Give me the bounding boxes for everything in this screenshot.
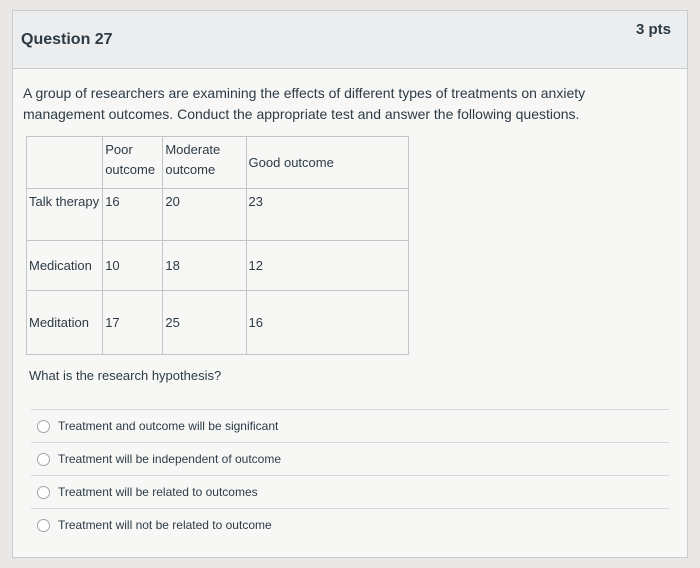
row-label: Talk therapy	[27, 189, 103, 241]
table-row	[27, 291, 409, 355]
table-cell: 25	[163, 291, 246, 355]
table-cell: 17	[103, 291, 163, 355]
table-cell: 10	[103, 241, 163, 291]
table-cell: 23	[246, 189, 408, 241]
question-points: 3 pts	[635, 21, 671, 38]
table-header-cell	[27, 137, 103, 189]
table-row	[27, 241, 409, 291]
answer-option[interactable]	[31, 475, 669, 508]
answer-option[interactable]	[31, 409, 669, 442]
answer-option[interactable]	[31, 442, 669, 475]
table-cell: 20	[163, 189, 246, 241]
table-cell: 16	[246, 291, 408, 355]
table-row	[27, 189, 409, 241]
answer-option-label: Treatment will not be related to outcome	[58, 518, 272, 532]
question-text: A group of researchers are examining the effects of different types of treatments on anxiety management outcomes. Conduct the appropriate test and answer the following questions.	[23, 85, 586, 122]
table-header-cell: Poor outcome	[103, 137, 163, 189]
table-cell: 12	[246, 241, 408, 291]
radio-button[interactable]	[37, 519, 50, 532]
row-label: Meditation	[27, 291, 103, 355]
table-header-cell: Moderate outcome	[163, 137, 246, 189]
contingency-table	[26, 136, 409, 355]
table-header-cell: Good outcome	[246, 137, 408, 189]
answer-option[interactable]	[31, 508, 669, 541]
radio-button[interactable]	[37, 420, 50, 433]
row-label: Medication	[27, 241, 103, 291]
table-header-row	[27, 137, 409, 189]
radio-button[interactable]	[37, 453, 50, 466]
sub-question: What is the research hypothesis?	[29, 368, 222, 383]
question-card	[12, 10, 688, 558]
radio-button[interactable]	[37, 486, 50, 499]
answer-option-label: Treatment will be related to outcomes	[58, 485, 258, 499]
question-title: Question 27	[21, 31, 113, 48]
answer-option-label: Treatment will be independent of outcome	[58, 452, 282, 466]
answer-option-label: Treatment and outcome will be significant	[58, 419, 279, 433]
question-header	[13, 11, 687, 69]
answer-options	[31, 409, 669, 541]
table-cell: 16	[103, 189, 163, 241]
table-cell: 18	[163, 241, 246, 291]
